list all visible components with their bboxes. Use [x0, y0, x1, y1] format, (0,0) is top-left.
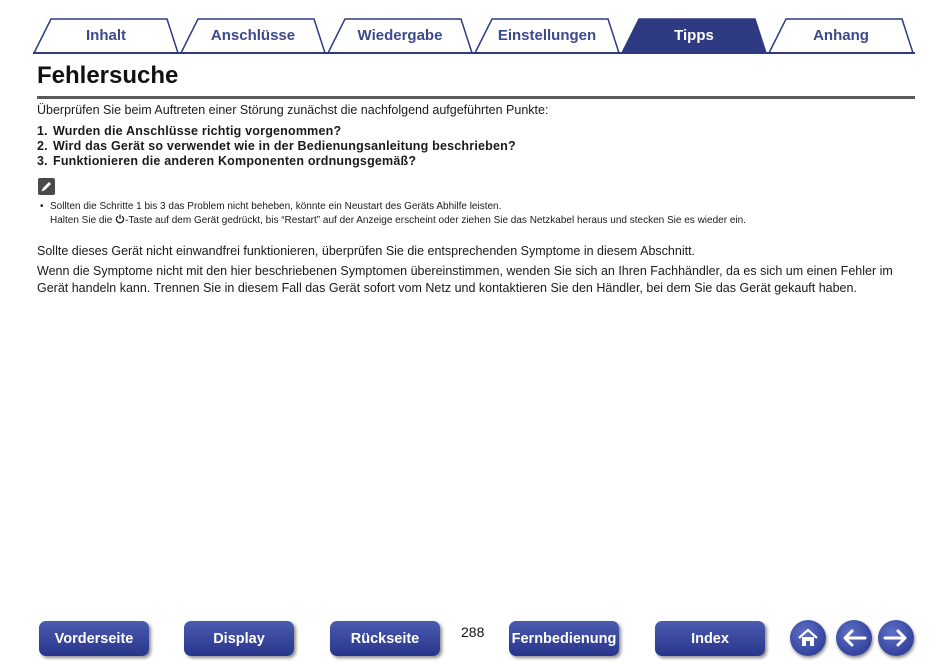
tab-tipps[interactable]: Tipps: [621, 18, 767, 52]
tab-einstellungen[interactable]: Einstellungen: [474, 18, 620, 52]
fernbedienung-button[interactable]: Fernbedienung: [509, 621, 619, 656]
tab-anschluesse[interactable]: Anschlüsse: [180, 18, 326, 52]
arrow-left-icon[interactable]: [836, 620, 872, 656]
page-title: Fehlersuche: [37, 62, 179, 89]
check-item: 2. Wird das Gerät so verwendet wie in der Bedienungsanleitung beschrieben?: [37, 139, 516, 153]
check-item: 1. Wurden die Anschlüsse richtig vorgenommen?: [37, 124, 342, 138]
title-divider: [37, 96, 915, 99]
rueckseite-button[interactable]: Rückseite: [330, 621, 440, 656]
intro-text: Überprüfen Sie beim Auftreten einer Störung zunächst die nachfolgend aufgeführten Punkte:: [37, 103, 549, 117]
tab-bar-underline: [33, 52, 915, 54]
tab-bar: [33, 18, 915, 54]
page-number: 288: [461, 624, 485, 640]
vorderseite-button[interactable]: Vorderseite: [39, 621, 149, 656]
pencil-icon: [38, 178, 55, 195]
check-list: [37, 124, 516, 169]
paragraph: Wenn die Symptome nicht mit den hier beschriebenen Symptomen übereinstimmen, wenden Sie sich an Ihren Fachhändler, da es sich um einen Fehler im Gerät handeln kann. Trennen Sie in diesem Fall das Gerät sofort vom Netz und kontaktieren Sie den Händler, bei dem Sie das Gerät gekauft haben.: [37, 264, 893, 295]
note-text: • Sollten die Schritte 1 bis 3 das Problem nicht beheben, könnte ein Neustart des Geräts Abhilfe leisten. Halten Sie die -Taste auf dem Gerät gedrückt, bis “Restart” auf der Anzeige erscheint oder ziehen Sie das Netzkabel heraus und stecken Sie es wieder ein.: [40, 201, 746, 226]
paragraph: Sollte dieses Gerät nicht einwandfrei funktionieren, überprüfen Sie die entsprechenden Symptome in diesem Abschnitt.: [37, 244, 696, 258]
check-item: 3. Funktionieren die anderen Komponenten ordnungsgemäß?: [37, 154, 417, 168]
tab-inhalt[interactable]: Inhalt: [33, 18, 179, 52]
tab-anhang[interactable]: Anhang: [768, 18, 914, 52]
display-button[interactable]: Display: [184, 621, 294, 656]
index-button[interactable]: Index: [655, 621, 765, 656]
power-icon: [115, 215, 125, 226]
body-text: [37, 243, 912, 297]
home-icon[interactable]: [790, 620, 826, 656]
arrow-right-icon[interactable]: [878, 620, 914, 656]
tab-wiedergabe[interactable]: Wiedergabe: [327, 18, 473, 52]
